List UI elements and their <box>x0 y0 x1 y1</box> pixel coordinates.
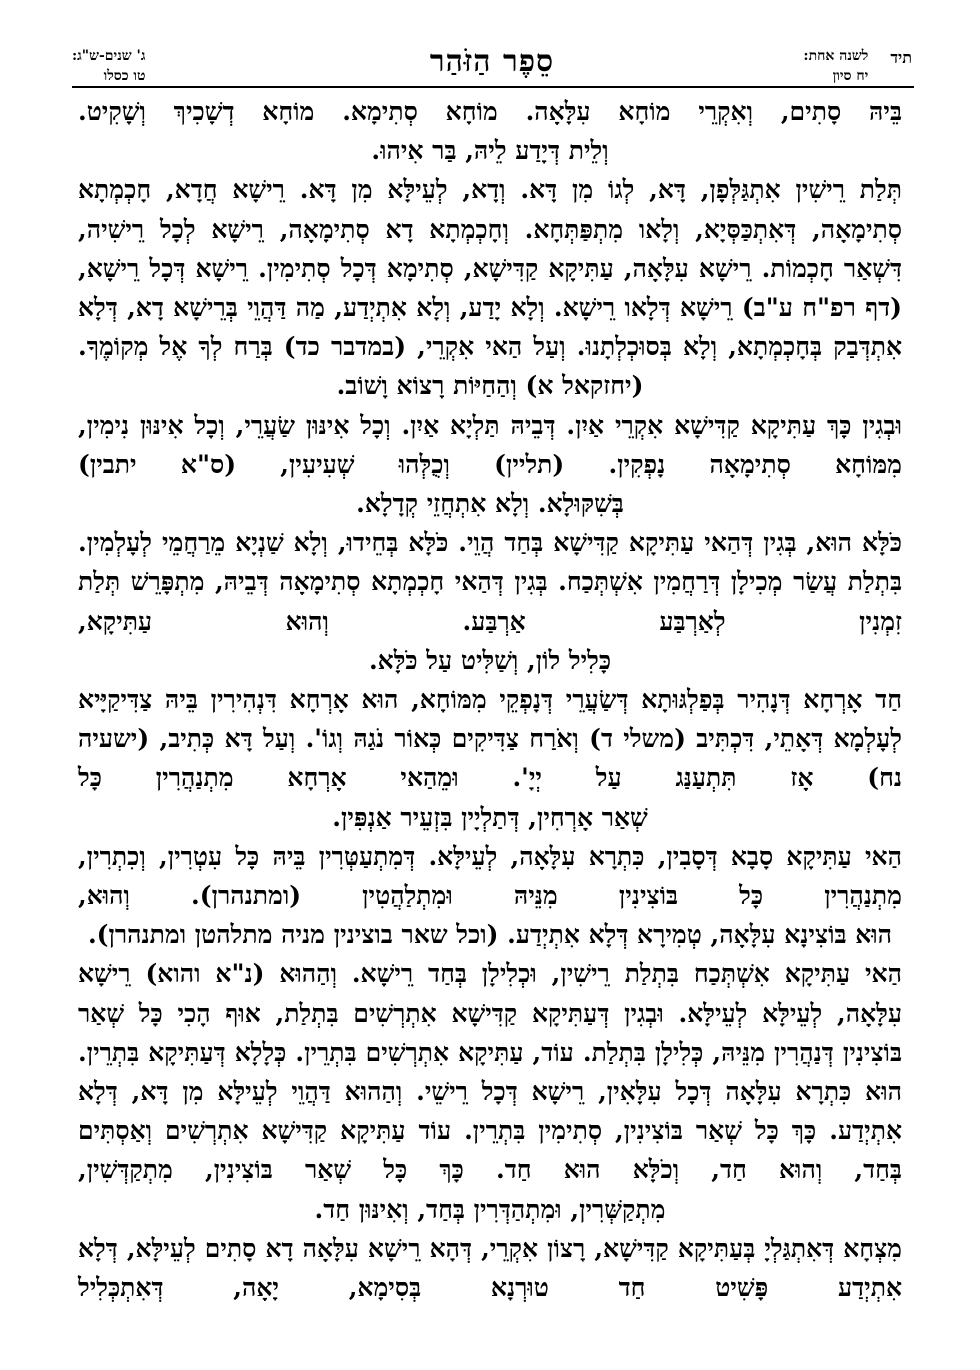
schedule-label-3y: ג' שנים-ש"ג: <box>72 48 146 64</box>
paragraph-body: כֹּלָּא הוּא, בְּגִין דְּהַאי עַתִּיקָא קַדִּישָׁא בְּחַד הֲוֵי. כֹּלָּא בְּחֵידוּ, וְלָא שַׁנְיָא מֵרַחֲמֵי לְעָלְמִין. בִּתְלַת עֲשַׂר מְכִילָן דְּרַחֲמִין אִשְׁתְּכַח. בְּגִין דְּהַאי חָכְמְתָא סְתִימָאָה דְּבֵיהּ, מִתְפָּרֵשׁ תְּלַת זִמְנִין לְאַרְבַּע אַרְבַּע. וְהוּא עַתִּיקָא, <box>78 528 902 636</box>
paragraph-body: וּבְגִין כָּךְ עַתִּיקָא קַדִּישָׁא אִקְרֵי אַיִן. דְּבֵיהּ תַּלְיָא אַיִן. וְכָל אִינּוּן שַׂעֲרֵי, וְכָל אִינּוּן נִימִין, מִמּוֹחָא סְתִימָאָה נָפְקִין. (תליין) וְכֻלְּהוּ שְׁעִיעִין, (ס"א יתבין) <box>78 410 902 479</box>
paragraph-last-line: שְׁאַר אָרְחִין, דְּתַלְיָין בִּזְעֵיר אַנְפִּין. <box>332 802 648 832</box>
paragraph-body: הַאי עַתִּיקָא אִשְׁתְּכַח בִּתְלַת רֵישִׁין, וּכְלִילָן בְּחַד רֵישָׁא. וְהַהוּא (נ"א והוא) רֵישָׁא עִלָּאָה, לְעֵילָּא לְעֵילָּא. וּבְגִין דְּעַתִּיקָא קַדִּישָׁא אִתְרְשִׁים בִּתְלַת, אוּף הָכִי כָּל שְׁאַר בּוֹצִינִין דְּנַהֲרִין מִנֵּיהּ, כְּלִילָן בִּתְלַת. עוֹד, עַתִּיקָא אִתְרְשִׁים בִּתְרֵין. כְּלָלָא דְּעַתִּיקָא בִּתְרֵין. הוּא כִּתְרָא עִלָּאָה דְּכָל עִלָּאִין, רֵישָׁא דְּכָל רֵישֵׁי. וְהַהוּא דַּהֲוֵי לְעֵילָּא מִן דָּא, דְּלָא אִתְיְדַע. כָּךְ כָּל שְׁאַר בּוֹצִינִין, סְתִימִין בִּתְרֵין. עוֹד עַתִּיקָא קַדִּישָׁא אִתְרְשִׁים וְאַסְתִּים בְּחַד, וְהוּא חַד, וְכֹלָּא הוּא חַד. כָּךְ כָּל שְׁאַר בּוֹצִינִין, מִתְקַדְּשִׁין, <box>78 959 902 1185</box>
paragraph-body: הַאי עַתִּיקָא סָבָא דְּסָבִין, כִּתְרָא עִלָּאָה, לְעֵילָּא. דְּמִתְעַטְּרִין בֵּיהּ כָּל עִטְרִין, וְכִתְרִין, מִתְנַהֲרִין כָּל בּוֹצִינִין מִנֵּיהּ וּמִתְלַהֲטִין (ומתנהרן). וְהוּא, <box>78 841 902 911</box>
paragraph <box>78 680 902 837</box>
paragraph-body: תְּלַת רֵישִׁין אִתְגַּלְּפָן, דָּא, לְגוֹ מִן דָּא. וְדָא, לְעֵילָּא מִן דָּא. רֵישָׁא חֲדָא, חָכְמְתָא סְתִימָאָה, דְּאִתְכַּסְּיָא, וְלָאו מִתְפַּתְּחָא. וְחָכְמְתָא דָא סְתִימָאָה, רֵישָׁא לְכָל רֵישִׁיה, דִּשְׁאַר חָכְמוֹת. רֵישָׁא עִלָּאָה, עַתִּיקָא קַדִּישָׁא, סְתִימָא דְּכָל סְתִימִין. רֵישָׁא דְּכָל רֵישָׁא, (דף רפ"ח ע"ב) רֵישָׁא דְּלָאו רֵישָׁא. וְלָא יָדַע, וְלָא אִתְיְדַע, מַה דַּהֲוֵי בְּרֵישָׁא דָא, דְּלָא אִתְדְּבַק בְּחָכְמְתָא, וְלָא בְּסוּכְלְתָנוּ. וְעַל הַאי אִקְרֵי, (במדבר כד) בְּרַח לְךָ אֶל מְקוֹמֶךָ. <box>78 175 902 362</box>
paragraph-body: מִצְחָא דְּאִתְגַּלְיָ בְּעַתִּיקָא קַדִּישָׁא, רָצוֹן אִקְרֵי, דְּהָא רֵישָׁא עִלָּאָה דָא סָתִים לְעֵילָּא, דְּלָא אִתְיְדַע פָּשִׁיט חַד טוּרְנָא בְּסִימָא, יָאָה, דְּאִתְכְּלִיל <box>78 1233 902 1303</box>
page-header <box>72 44 912 88</box>
schedule-label: לשנה אחת: <box>803 48 869 64</box>
paragraph-last-line: הוּא בּוֹצִינָא עִלָּאָה, טְמִירָא דְּלָא אִתְיְדַע. (וכל שאר בוצינין מניה מתלהטן ומתנהרן). <box>87 920 893 950</box>
paragraph <box>78 406 902 524</box>
paragraph <box>78 837 902 955</box>
schedule-date-3y: טו כסלו <box>103 68 146 84</box>
paragraph <box>78 523 902 680</box>
paragraph <box>78 954 902 1228</box>
paragraph-last-line: מִתְקַשְּׁרִין, וּמִתְהַדְּרִין בְּחַד, וְאִינּוּן חַד. <box>314 1194 666 1224</box>
paragraph-last-line: (יחזקאל א) וְהַחַיּוֹת רָצוֹא וָשׁוֹב. <box>336 371 644 401</box>
paragraph <box>78 170 902 405</box>
study-schedule-three-year <box>72 46 145 86</box>
header-divider <box>72 86 914 88</box>
paragraph-last-line: כָּלִיל לוֹן, וְשַׁלִּיט עַל כֹּלָּא. <box>368 645 612 675</box>
page-number: תיד <box>890 48 912 67</box>
paragraph-last-line: בְּשִׁקּוּלָא. וְלָא אִתְחֲזֵי קְדָלָא. <box>356 489 624 519</box>
schedule-date: יח סיון <box>832 68 869 84</box>
page-body <box>78 92 902 1307</box>
paragraph-last-line: וְלֵית דְּיָדַע לֵיהּ, בַּר אִיהוּ. <box>371 136 609 166</box>
paragraph <box>78 1229 902 1307</box>
paragraph <box>78 92 902 170</box>
book-title: סֵפֶר הַזֹּהַר <box>429 44 555 79</box>
paragraph-body: בֵּיהּ סָתִים, וְאִקְרֵי מוֹחָא עִלָּאָה. מוֹחָא סְתִימָא. מוֹחָא דְשָׁכִיךְ וְשָׁקִיט. <box>78 97 902 126</box>
paragraph-body: חַד אָרְחָא דְּנָהִיר בְּפַלְגּוּתָא דְּשַׂעֲרֵי דְּנָפְקֵי מִמּוֹחָא, הוּא אָרְחָא דִּנְהִירִין בֵּיהּ צַדִּיקַיָּיא לְעָלְמָא דְּאָתֵי, דִּכְתִּיב (משלי ד) וְאֹרַח צַדִּיקִים כְּאוֹר נֹגַהּ וְגוֹ'. וְעַל דָּא כְּתִיב, (ישעיה נח) אָז תִּתְעַנַּג עַל יְיָ'. וּמֵהַאי אָרְחָא מִתְנַהֲרִין כָּל <box>78 685 902 793</box>
